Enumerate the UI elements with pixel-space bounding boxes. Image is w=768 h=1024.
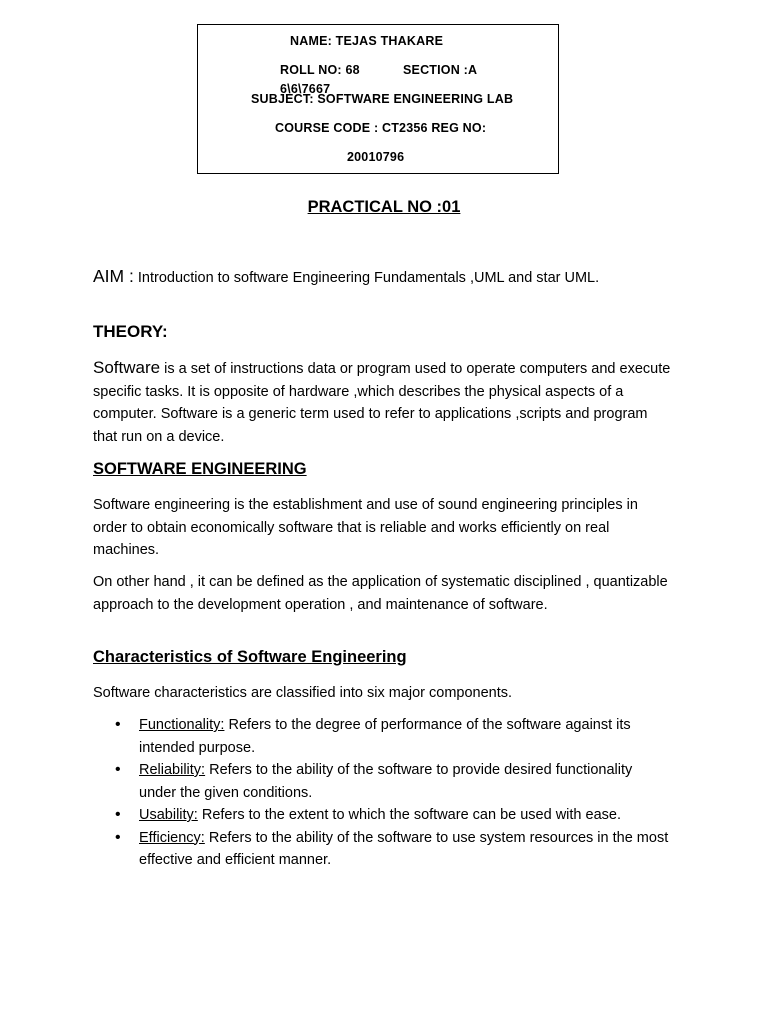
student-name: NAME: TEJAS THAKARE xyxy=(290,34,444,48)
list-item-term: Efficiency: xyxy=(139,829,205,846)
aim-text: Introduction to software Engineering Fundamentals ,UML and star UML. xyxy=(133,270,600,286)
list-item-desc: Refers to the degree of performance of the software against its intended purpose. xyxy=(139,717,631,756)
characteristics-list xyxy=(93,714,673,872)
list-item xyxy=(93,804,673,827)
subject: SUBJECT: SOFTWARE ENGINEERING LAB xyxy=(251,92,514,106)
list-item xyxy=(93,827,673,872)
aim-paragraph xyxy=(93,265,673,290)
course-code: COURSE CODE : CT2356 REG NO: xyxy=(275,121,487,135)
list-item-desc: Refers to the extent to which the software can be used with ease. xyxy=(197,807,621,823)
software-engineering-heading: SOFTWARE ENGINEERING xyxy=(93,460,307,478)
roll-number: ROLL NO: 68 xyxy=(280,63,360,77)
list-item-term: Usability: xyxy=(139,807,198,823)
registration-number: 20010796 xyxy=(347,150,405,164)
list-item-desc: Refers to the ability of the software to provide desired functionality under the given conditions. xyxy=(139,762,633,801)
software-paragraph xyxy=(93,357,673,448)
software-text: is a set of instructions data or program used to operate computers and execute specific tasks. It is opposite of hardware ,which describes the physical aspects of a computer. Software is a generic term used to refer to applications ,scripts and program that run on a device. xyxy=(93,361,671,445)
se-paragraph-1: Software engineering is the establishment and use of sound engineering principles in order to obtain economically software that is reliable and works efficiently on real machines. xyxy=(93,497,638,558)
characteristics-intro: Software characteristics are classified into six major components. xyxy=(93,685,513,701)
student-info-box xyxy=(197,24,559,174)
section: SECTION :A xyxy=(403,63,478,77)
theory-heading: THEORY: xyxy=(93,322,168,341)
characteristics-heading: Characteristics of Software Engineering xyxy=(93,648,407,666)
se-paragraph-2: On other hand , it can be defined as the application of systematic disciplined , quantizable approach to the development operation , and maintenance of software. xyxy=(93,574,668,613)
practical-title: PRACTICAL NO :01 xyxy=(307,198,461,216)
software-lead: Software xyxy=(93,358,161,377)
aim-label: AIM : xyxy=(93,266,134,286)
date: 6\6\7667 xyxy=(280,82,331,96)
list-item-term: Functionality: xyxy=(139,717,225,733)
list-item xyxy=(93,759,673,804)
list-item-term: Reliability: xyxy=(139,762,206,778)
list-item-desc: Refers to the ability of the software to use system resources in the most effective and efficient manner. xyxy=(139,829,669,868)
list-item xyxy=(93,714,673,759)
